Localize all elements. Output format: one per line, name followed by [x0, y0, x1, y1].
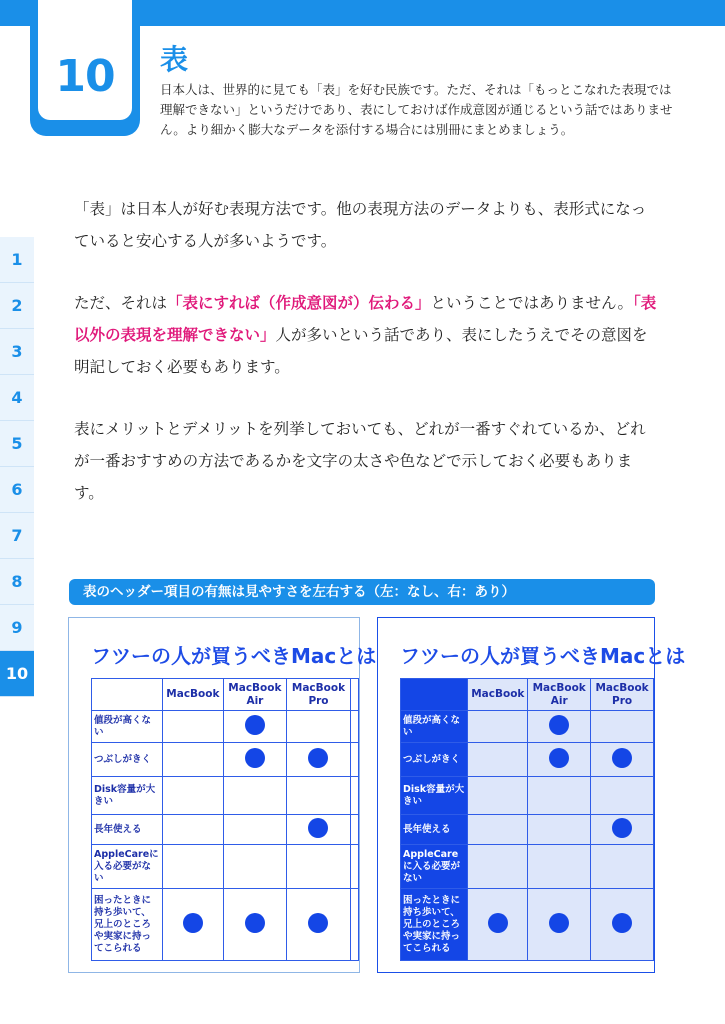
- row-label: つぶしがきく: [92, 743, 163, 777]
- right-comparison-table: [400, 678, 654, 961]
- sidenav-item-5[interactable]: 5: [0, 421, 34, 467]
- check-dot-icon: [549, 715, 569, 735]
- row-label: Disk容量が大きい: [92, 777, 163, 815]
- table-cell: [163, 777, 223, 815]
- paragraph-1: 「表」は日本人が好む表現方法です。他の表現方法のデータよりも、表形式になっていると安心する人が多いようです。: [74, 200, 647, 250]
- sidenav-item-9[interactable]: 9: [0, 605, 34, 651]
- table-cell: [223, 711, 287, 743]
- row-label: 値段が高くない: [92, 711, 163, 743]
- check-dot-icon: [245, 748, 265, 768]
- column-header: MacBook: [163, 679, 223, 711]
- table-row: [401, 777, 654, 815]
- row-label: 長年使える: [401, 815, 468, 845]
- table-cell: [287, 815, 351, 845]
- chapter-number: 10: [55, 51, 115, 102]
- table-cell: [591, 743, 654, 777]
- table-corner-cell: [92, 679, 163, 711]
- paragraph-2: [74, 287, 659, 383]
- row-label: Disk容量が大きい: [401, 777, 468, 815]
- check-dot-icon: [183, 913, 203, 933]
- sidenav-item-10[interactable]: 10: [0, 651, 34, 697]
- table-cell: [287, 889, 351, 961]
- sidenav-item-6[interactable]: 6: [0, 467, 34, 513]
- check-dot-icon: [245, 715, 265, 735]
- table-row: [401, 889, 654, 961]
- row-label: AppleCareに入る必要がない: [92, 845, 163, 889]
- figure-caption: 表のヘッダー項目の有無は見やすさを左右する（左：なし、右：あり）: [69, 579, 655, 605]
- table-cell: [223, 743, 287, 777]
- sidenav-item-8[interactable]: 8: [0, 559, 34, 605]
- check-dot-icon: [612, 913, 632, 933]
- extra-cell: [350, 777, 358, 815]
- extra-cell: [350, 815, 358, 845]
- sidenav-item-1[interactable]: 1: [0, 237, 34, 283]
- table-cell: [528, 889, 591, 961]
- table-cell: [287, 777, 351, 815]
- chapter-sidenav: [0, 237, 34, 697]
- extra-cell: [350, 889, 358, 961]
- column-header: MacBook Pro: [287, 679, 351, 711]
- figure-right-panel: [377, 617, 686, 973]
- extra-cell: [350, 743, 358, 777]
- table-cell: [223, 777, 287, 815]
- table-cell: [468, 743, 528, 777]
- table-cell: [468, 815, 528, 845]
- table-row: [401, 815, 654, 845]
- table-cell: [223, 815, 287, 845]
- table-cell: [528, 743, 591, 777]
- table-row: [92, 777, 359, 815]
- table-cell: [468, 711, 528, 743]
- table-cell: [528, 815, 591, 845]
- table-cell: [163, 815, 223, 845]
- row-label: 困ったときに持ち歩いて、兄上のところや実家に持ってこられる: [92, 889, 163, 961]
- check-dot-icon: [488, 913, 508, 933]
- extra-cell: [350, 711, 358, 743]
- table-cell: [468, 845, 528, 889]
- sidenav-item-7[interactable]: 7: [0, 513, 34, 559]
- check-dot-icon: [308, 748, 328, 768]
- table-cell: [287, 845, 351, 889]
- check-dot-icon: [612, 818, 632, 838]
- p2-pre: ただ、それは: [74, 294, 168, 312]
- table-row: [92, 743, 359, 777]
- sidenav-item-2[interactable]: 2: [0, 283, 34, 329]
- p2-post: 人が多いという話であり、表にしたうえでその意図を明記しておく必要もあります。: [74, 326, 648, 376]
- check-dot-icon: [308, 818, 328, 838]
- table-cell: [528, 777, 591, 815]
- table-cell: [591, 777, 654, 815]
- table-cell: [468, 777, 528, 815]
- check-dot-icon: [612, 748, 632, 768]
- left-table-title: フツーの人が買うべきMacとは: [91, 644, 377, 668]
- column-header: MacBook Air: [223, 679, 287, 711]
- table-cell: [223, 845, 287, 889]
- highlight-2: 「表以外の表現を理解できない」: [74, 294, 657, 344]
- table-row: [92, 815, 359, 845]
- right-table-title: フツーの人が買うべきMacとは: [400, 644, 686, 668]
- highlight-1: 「表にすれば（作成意図が）伝わる」: [167, 294, 431, 312]
- chapter-badge: [30, 0, 140, 136]
- table-cell: [287, 743, 351, 777]
- table-cell: [528, 845, 591, 889]
- check-dot-icon: [245, 913, 265, 933]
- chapter-summary: 日本人は、世界的に見ても「表」を好む民族です。ただ、それは「もっとこなれた表現では理解できない」というだけであり、表にしておけば作成意図が通じるという話ではありません。より細かく膨大なデータを添付する場合には別冊にまとめましょう。: [160, 82, 673, 137]
- column-header: MacBook Pro: [591, 679, 654, 711]
- column-header: MacBook: [468, 679, 528, 711]
- table-cell: [163, 711, 223, 743]
- extra-column-header: [350, 679, 358, 711]
- table-row: [92, 711, 359, 743]
- figure-left-panel: [68, 617, 377, 973]
- row-label: つぶしがきく: [401, 743, 468, 777]
- check-dot-icon: [308, 913, 328, 933]
- row-label: 値段が高くない: [401, 711, 468, 743]
- check-dot-icon: [549, 748, 569, 768]
- p2-mid: ということではありません。: [430, 294, 633, 312]
- table-cell: [468, 889, 528, 961]
- table-cell: [591, 711, 654, 743]
- sidenav-item-4[interactable]: 4: [0, 375, 34, 421]
- chapter-title: 表: [160, 43, 189, 76]
- table-cell: [287, 711, 351, 743]
- row-label: 困ったときに持ち歩いて、兄上のところや実家に持ってこられる: [401, 889, 468, 961]
- table-row: [401, 711, 654, 743]
- check-dot-icon: [549, 913, 569, 933]
- table-cell: [223, 889, 287, 961]
- table-row: [92, 845, 359, 889]
- table-cell: [528, 711, 591, 743]
- table-cell: [163, 845, 223, 889]
- table-row: [92, 889, 359, 961]
- table-row: [401, 845, 654, 889]
- column-header: MacBook Air: [528, 679, 591, 711]
- table-cell: [591, 815, 654, 845]
- body-text: [74, 193, 659, 539]
- table-cell: [591, 845, 654, 889]
- row-label: 長年使える: [92, 815, 163, 845]
- left-comparison-table: [91, 678, 359, 961]
- sidenav-item-3[interactable]: 3: [0, 329, 34, 375]
- row-label: AppleCareに入る必要がない: [401, 845, 468, 889]
- table-cell: [591, 889, 654, 961]
- table-corner-cell: [401, 679, 468, 711]
- table-cell: [163, 889, 223, 961]
- paragraph-3: 表にメリットとデメリットを列挙しておいても、どれが一番すぐれているか、どれが一番おすすめの方法であるかを文字の太さや色などで示しておく必要もあります。: [74, 420, 646, 502]
- table-cell: [163, 743, 223, 777]
- extra-cell: [350, 845, 358, 889]
- table-row: [401, 743, 654, 777]
